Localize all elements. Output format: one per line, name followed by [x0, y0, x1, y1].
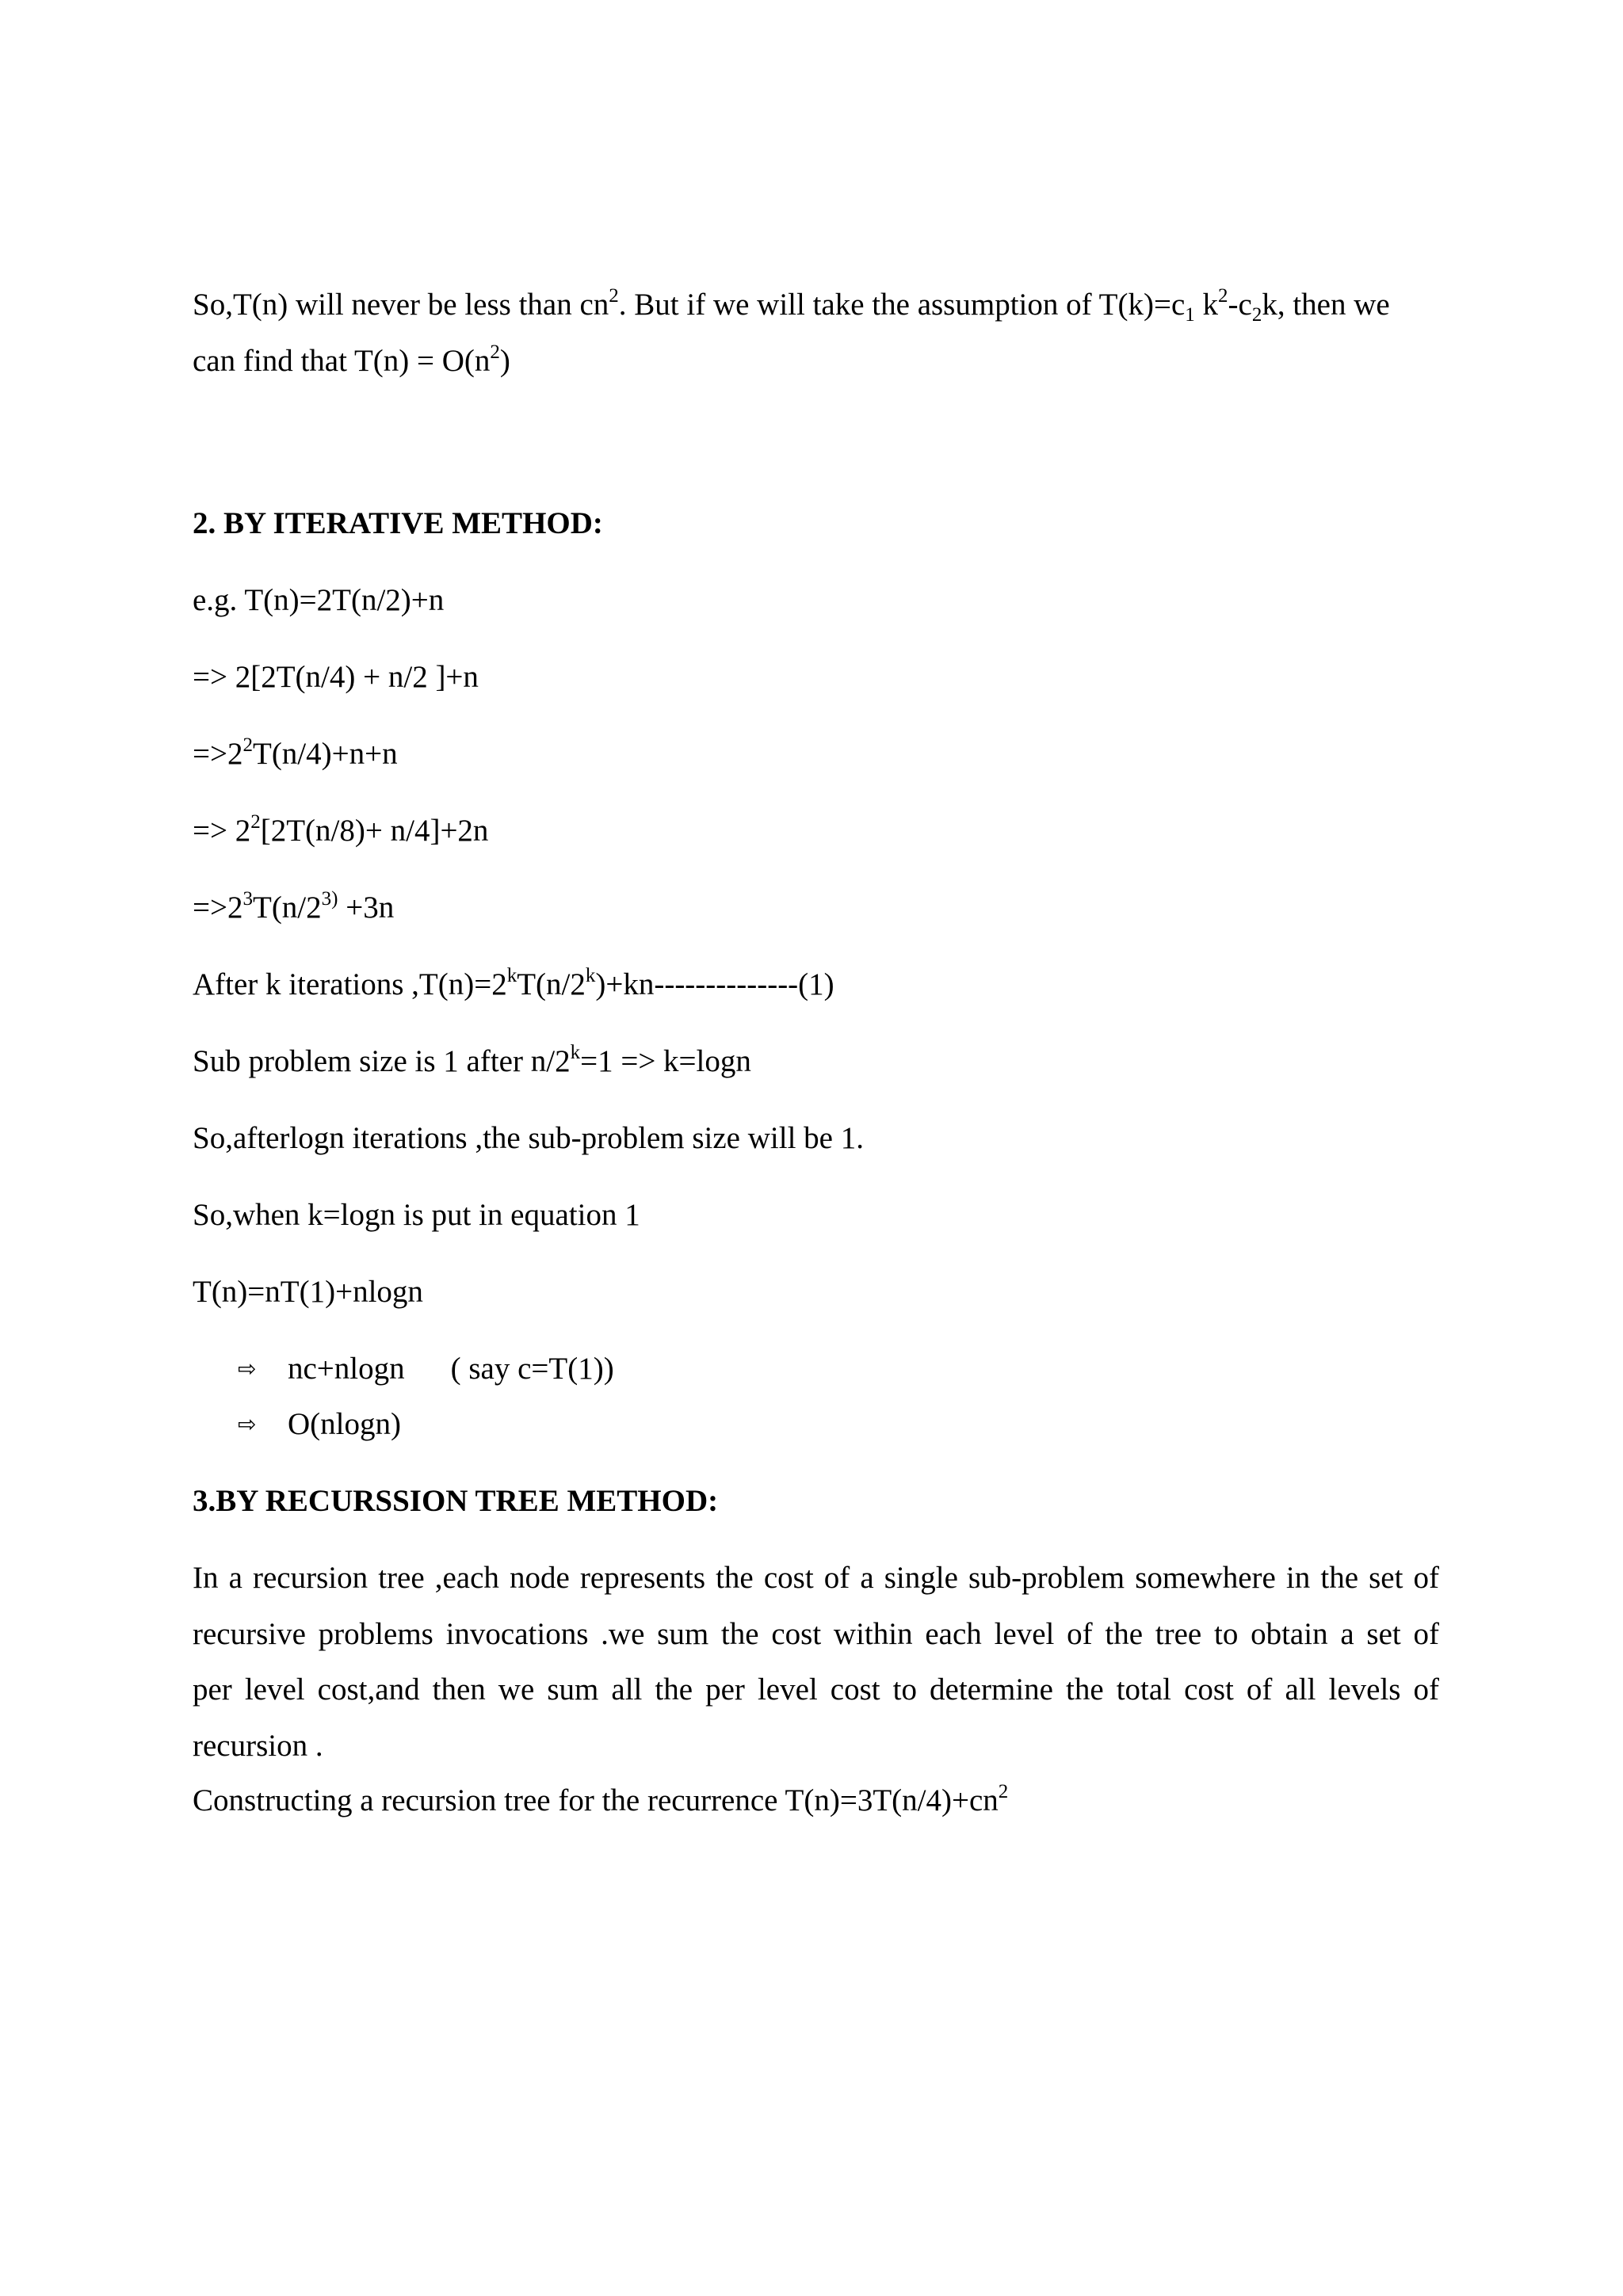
- paragraph-line-4: recursion .: [193, 1729, 323, 1763]
- after-logn-iterations: So,afterlogn iterations ,the sub-problem size will be 1.: [193, 1121, 864, 1155]
- paragraph-line-2: recursive problems invocations .we sum the cost within each level of the tree to obtain a set of: [193, 1617, 1439, 1651]
- section-heading-iterative: 2. BY ITERATIVE METHOD:: [193, 506, 603, 540]
- step-4: $=>2^3T(n/2^{3)} +3n$: [193, 888, 395, 925]
- intro-line-2: can find that $T(n) = O(n^2)$: [193, 341, 510, 378]
- step-1: => 2[2T(n/4) + n/2 ]+n: [193, 660, 479, 694]
- bullet-item: ⇨ nc+nlogn ( say c=T(1)): [238, 1352, 614, 1386]
- paragraph-line-3: per level cost,and then we sum all the per level cost to determine the total cost of all levels of: [193, 1672, 1439, 1707]
- when-k-logn: So,when k=logn is put in equation 1: [193, 1198, 640, 1232]
- after-k-iterations: After k iterations $,T(n)=2^kT(n/2^k)+kn--------------(1)$: [193, 965, 834, 1001]
- right-arrow-icon: ⇨: [238, 1356, 257, 1382]
- intro-line-1: So,T(n) will never be less than $cn^2$. But if we will take the assumption of $T(k)=c_1$ $k^2-c_2k$, then we: [193, 285, 1390, 326]
- bullet-item: ⇨ O(nlogn): [238, 1407, 401, 1441]
- step-2: $=>2^2T(n/4)+n+n$: [193, 734, 398, 771]
- right-arrow-icon: ⇨: [238, 1411, 257, 1437]
- subproblem-size: Sub problem size is 1 after $n/2^k=1 => k=\log n$: [193, 1042, 751, 1078]
- step-3: => $2^2[2T(n/8)+ n/4]+2n$: [193, 811, 489, 848]
- constructing-line: Constructing a recursion tree for the recurrence $T(n)=3T(n/4)+cn^2$: [193, 1781, 1009, 1817]
- example-recurrence: e.g. T(n)=2T(n/2)+n: [193, 583, 445, 617]
- section-heading-recursion-tree: 3.BY RECURSSION TREE METHOD:: [193, 1484, 719, 1518]
- paragraph-line-1: In a recursion tree ,each node represents the cost of a single sub-problem somewhere in the set of: [193, 1561, 1439, 1595]
- tn-result: T(n)=nT(1)+nlogn: [193, 1275, 423, 1309]
